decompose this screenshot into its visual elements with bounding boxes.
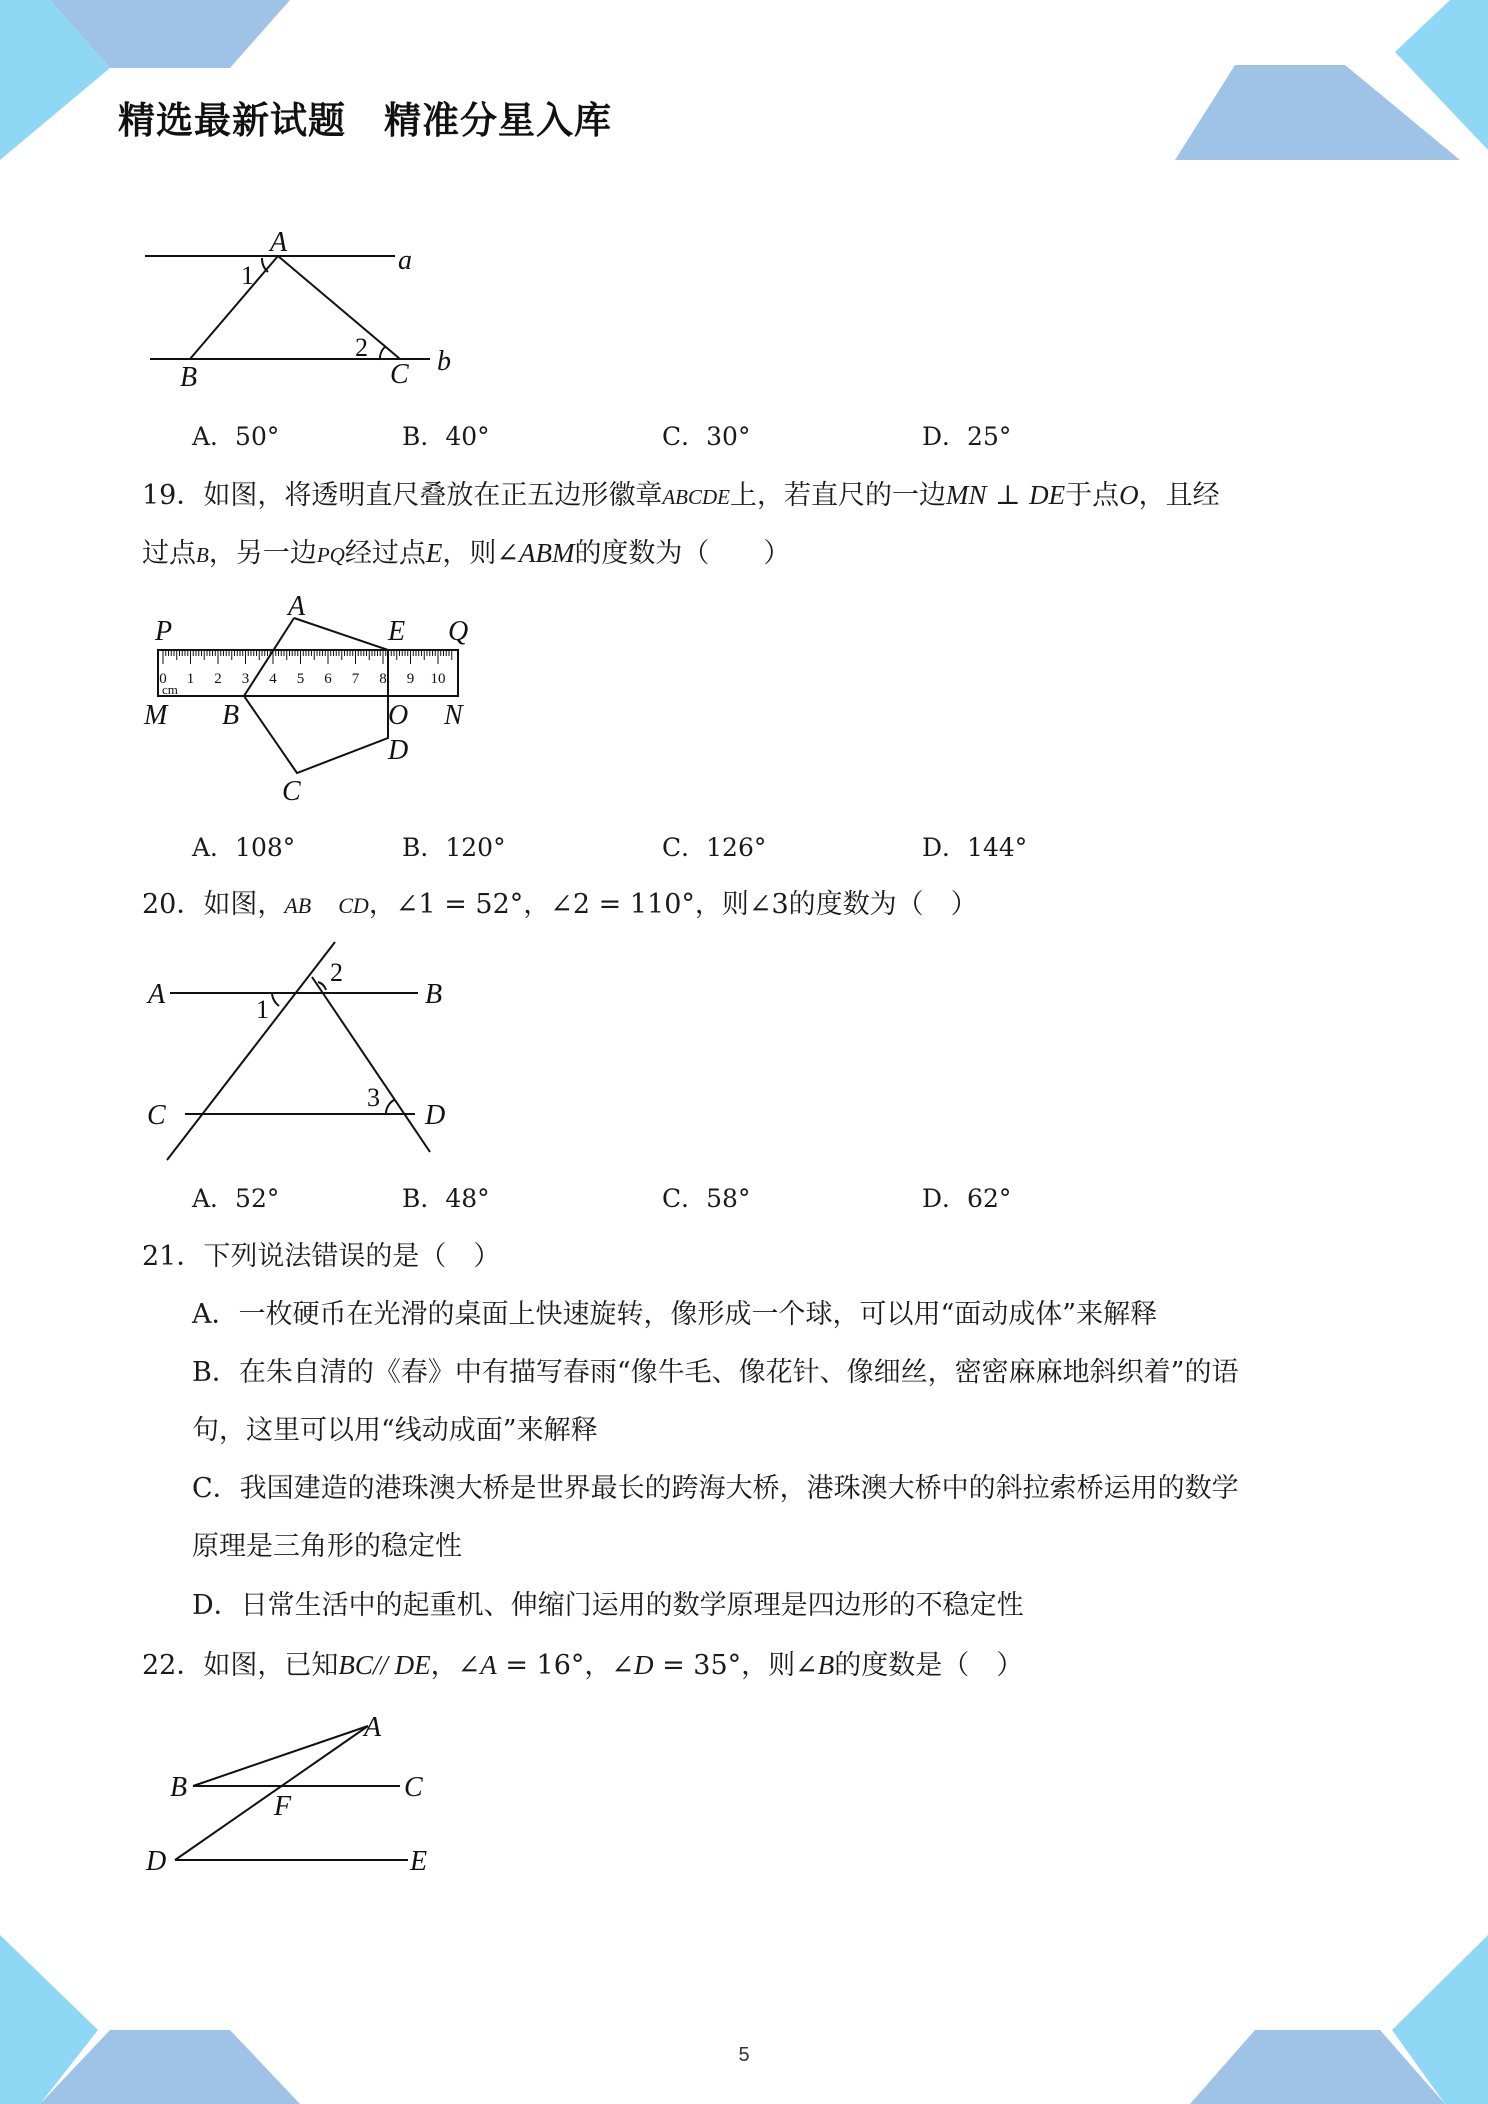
q19-label-C: C <box>282 776 301 807</box>
q22-label-A: A <box>364 1712 382 1743</box>
q20-option-A: A．52° <box>192 1184 280 1213</box>
q20-label-A: A <box>148 979 166 1010</box>
q19-option-D: D．144° <box>922 833 1028 862</box>
ruler-number: 6 <box>324 671 332 687</box>
ruler-number: 0 <box>159 671 167 687</box>
ruler-unit: cm <box>162 682 178 697</box>
q20-label-B: B <box>425 979 443 1010</box>
q19-label-A: A <box>288 591 306 622</box>
q18-label-a: a <box>398 245 412 276</box>
ruler-number: 5 <box>296 671 305 687</box>
q21-option-C-line1: C．我国建造的港珠澳大桥是世界最长的跨海大桥，港珠澳大桥中的斜拉索桥运用的数学 <box>192 1473 1239 1504</box>
q21-option-D: D．日常生活中的起重机、伸缩门运用的数学原理是四边形的不稳定性 <box>192 1590 1024 1621</box>
q18-label-B: B <box>180 362 198 393</box>
ruler-number: 10 <box>430 671 446 687</box>
q20-label-D: D <box>425 1100 446 1131</box>
q20-label-3: 3 <box>367 1083 380 1112</box>
q19-label-B: B <box>222 700 240 731</box>
q21-option-B-line2: 句，这里可以用“线动成面”来解释 <box>192 1415 598 1446</box>
ruler-number: 8 <box>379 671 387 687</box>
q18-label-C: C <box>390 359 409 390</box>
q19-label-O: O <box>388 700 409 731</box>
ruler-number: 7 <box>351 671 360 687</box>
q18-option-B: B．40° <box>402 422 490 451</box>
q20-option-B: B．48° <box>402 1184 490 1213</box>
q21-option-A: A．一枚硬币在光滑的桌面上快速旋转，像形成一个球，可以用“面动成体”来解释 <box>192 1299 1158 1330</box>
q18-option-A: A．50° <box>192 422 280 451</box>
q19-stem-line1: 19．如图，将透明直尺叠放在正五边形徽章ABCDE上，若直尺的一边MN ⊥ DE于点O，且经 <box>142 480 1220 511</box>
ruler-number: 4 <box>269 671 277 687</box>
q19-label-P: P <box>155 616 173 647</box>
q18-label-A: A <box>270 227 288 258</box>
ruler-number: 3 <box>241 671 250 687</box>
q19-option-B: B．120° <box>402 833 506 862</box>
q18-label-1: 1 <box>241 261 254 290</box>
ruler-number: 2 <box>214 671 222 687</box>
q20-label-1: 1 <box>256 995 269 1024</box>
q19-stem-line2: 过点B，另一边PQ经过点E，则∠ABM的度数为（ ） <box>142 538 791 569</box>
q22-label-F: F <box>274 1791 292 1822</box>
q19-label-Q: Q <box>448 616 469 647</box>
page-number: 5 <box>738 2044 750 2066</box>
q19-label-D: D <box>388 735 409 766</box>
q22-label-B: B <box>170 1772 188 1803</box>
q22-label-C: C <box>404 1772 423 1803</box>
q18-option-C: C．30° <box>662 422 751 451</box>
q19-option-A: A．108° <box>192 833 296 862</box>
ruler-number: 1 <box>186 671 195 687</box>
q19-option-C: C．126° <box>662 833 767 862</box>
q22-stem: 22．如图，已知BC// DE，∠A = 16°，∠D = 35°，则∠B的度数是（ ） <box>142 1650 1024 1681</box>
q22-label-D: D <box>146 1846 167 1877</box>
q21-option-C-line2: 原理是三角形的稳定性 <box>192 1531 462 1562</box>
q20-option-D: D．62° <box>922 1184 1012 1213</box>
q20-stem: 20．如图，AB CD，∠1 = 52°，∠2 = 110°，则∠3的度数为（ ） <box>142 889 978 920</box>
q18-label-2: 2 <box>355 333 368 362</box>
q20-label-C: C <box>147 1100 166 1131</box>
q18-option-D: D．25° <box>922 422 1012 451</box>
q18-label-b: b <box>437 346 451 377</box>
header-title: 精选最新试题 精准分星入库 <box>118 99 612 142</box>
q22-label-E: E <box>410 1846 428 1877</box>
q19-label-E: E <box>388 616 406 647</box>
q20-label-2: 2 <box>330 958 343 987</box>
q21-option-B-line1: B．在朱自清的《春》中有描写春雨“像牛毛、像花针、像细丝，密密麻麻地斜织着”的语 <box>192 1357 1239 1388</box>
q19-label-M: M <box>144 700 168 731</box>
ruler-number: 9 <box>406 671 415 687</box>
q19-label-N: N <box>444 700 463 731</box>
q21-stem: 21．下列说法错误的是（ ） <box>142 1241 501 1272</box>
q20-option-C: C．58° <box>662 1184 751 1213</box>
